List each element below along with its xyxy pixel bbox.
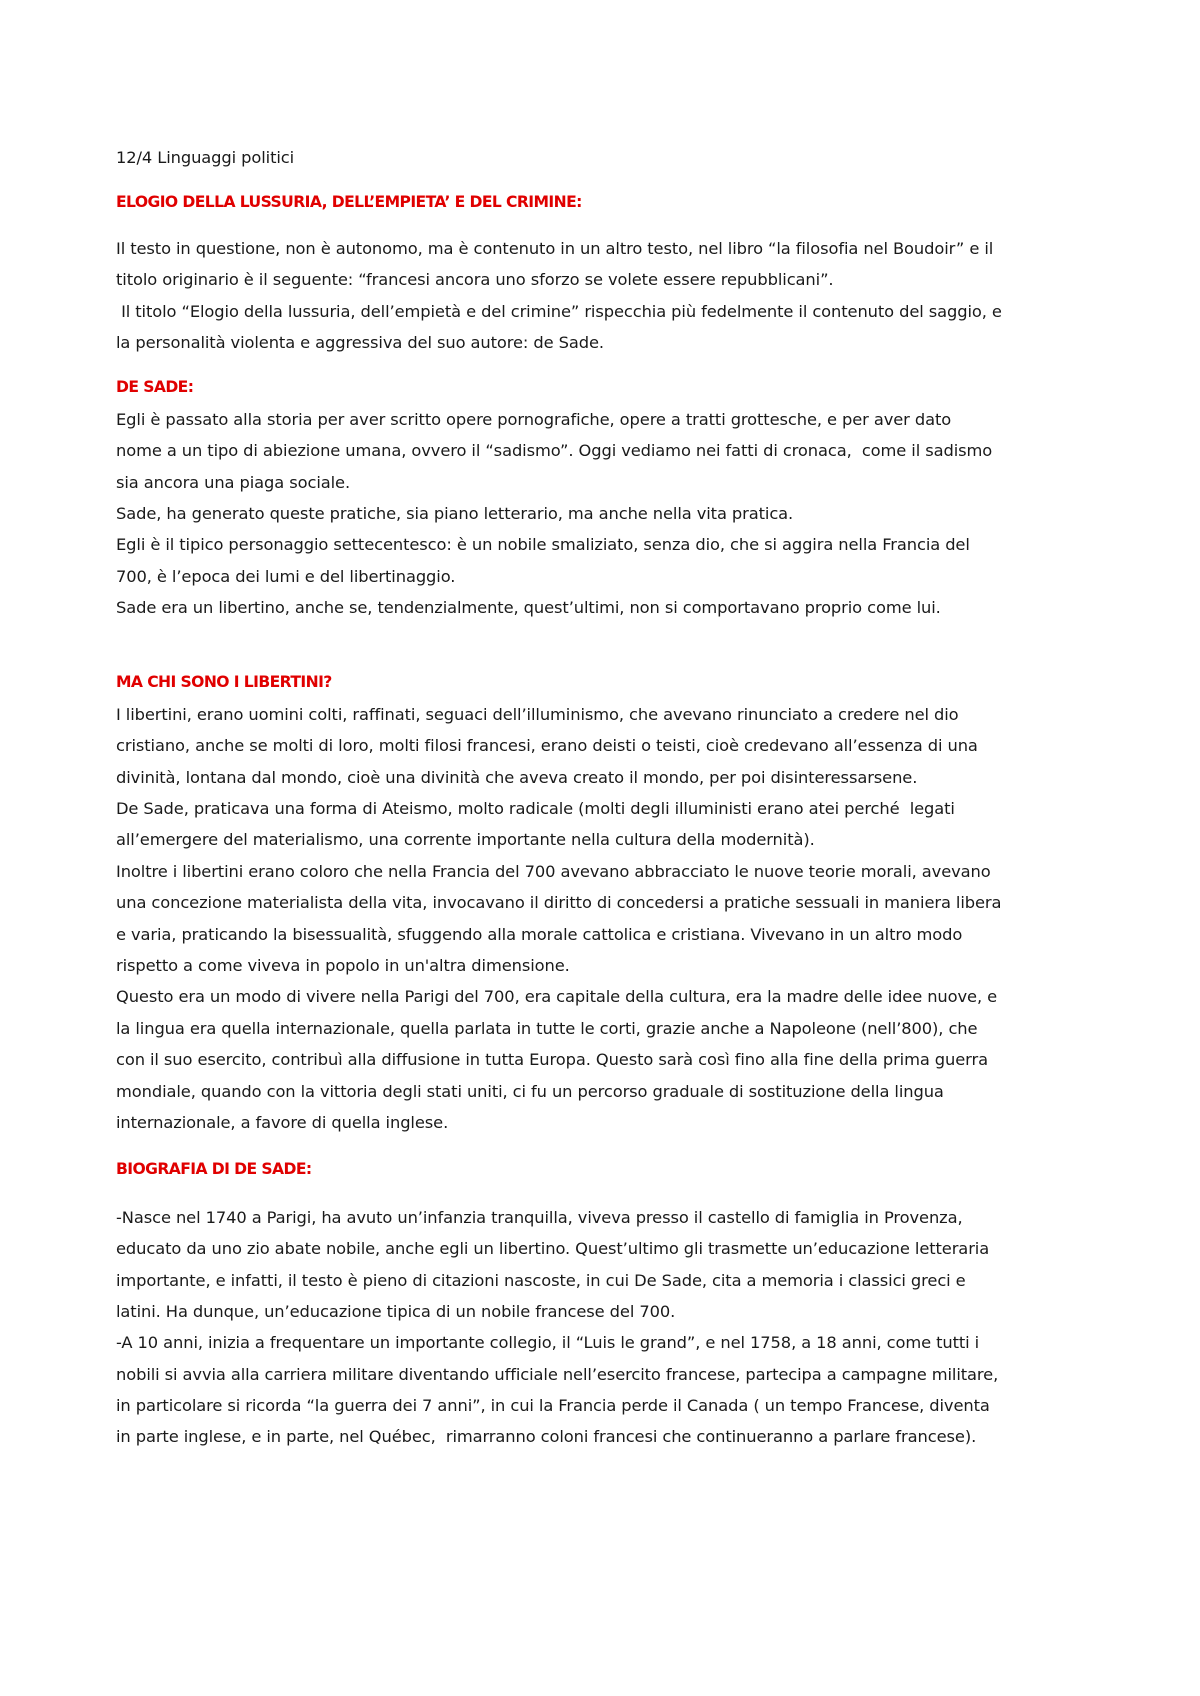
section-heading: BIOGRAFIA DI DE SADE:: [116, 1160, 312, 1179]
section-body: [116, 1202, 1096, 1453]
paragraph-line: la personalità violenta e aggressiva del suo autore: de Sade.: [116, 332, 604, 352]
paragraph-line: in particolare si ricorda “la guerra dei 7 anni”, in cui la Francia perde il Canada ( un tempo Francese, diventa: [116, 1396, 990, 1416]
paragraph-line: nome a un tipo di abiezione umana, ovvero il “sadismo”. Oggi vediamo nei fatti di cronaca, come il sadismo: [116, 441, 993, 461]
paragraph-line: Egli è passato alla storia per aver scritto opere pornografiche, opere a tratti grottesche, e per aver dato: [116, 409, 952, 429]
paragraph-line: Sade, ha generato queste pratiche, sia piano letterario, ma anche nella vita pratica.: [116, 503, 794, 523]
spacer: [116, 173, 1096, 187]
paragraph-line: cristiano, anche se molti di loro, molti filosi francesi, erano deisti o teisti, cioè credevano all’essenza di una: [116, 736, 978, 756]
paragraph-line: I libertini, erano uomini colti, raffinati, seguaci dell’illuminismo, che avevano rinunciato a credere nel dio: [116, 704, 959, 724]
document-page: [116, 142, 1096, 1453]
paragraph-line: Questo era un modo di vivere nella Parigi del 700, era capitale della cultura, era la madre delle idee nuove, e: [116, 987, 998, 1007]
paragraph-line: e varia, praticando la bisessualità, sfuggendo alla morale cattolica e cristiana. Vivevano in un altro modo: [116, 924, 963, 944]
paragraph-line: -Nasce nel 1740 a Parigi, ha avuto un’infanzia tranquilla, viveva presso il castello di famiglia in Provenza,: [116, 1207, 963, 1227]
spacer: [116, 1138, 1096, 1154]
paragraph-line: sia ancora una piaga sociale.: [116, 472, 351, 492]
paragraph-line: la lingua era quella internazionale, quella parlata in tutte le corti, grazie anche a Napoleone (nell’800), che: [116, 1018, 978, 1038]
paragraph-line: educato da uno zio abate nobile, anche egli un libertino. Quest’ultimo gli trasmette un’educazione letteraria: [116, 1239, 990, 1259]
paragraph-line: Sade era un libertino, anche se, tendenzialmente, quest’ultimi, non si comportavano proprio come lui.: [116, 598, 941, 618]
paragraph-line: Inoltre i libertini erano coloro che nella Francia del 700 avevano abbracciato le nuove teorie morali, avevano: [116, 861, 991, 881]
paragraph-line: una concezione materialista della vita, invocavano il diritto di concedersi a pratiche sessuali in maniera libera: [116, 893, 1002, 913]
section-heading: MA CHI SONO I LIBERTINI?: [116, 673, 332, 692]
paragraph-line: rispetto a come viveva in popolo in un'altra dimensione.: [116, 955, 570, 975]
paragraph-line: 700, è l’epoca dei lumi e del libertinaggio.: [116, 566, 456, 586]
spacer: [116, 623, 1096, 667]
paragraph-line: Egli è il tipico personaggio settecentesco: è un nobile smaliziato, senza dio, che si aggira nella Francia del: [116, 535, 970, 555]
section-body: [116, 699, 1096, 1138]
section-body: [116, 233, 1096, 359]
paragraph-line: divinità, lontana dal mondo, cioè una divinità che aveva creato il mondo, per poi disinteressarsene.: [116, 767, 918, 787]
paragraph-line: De Sade, praticava una forma di Ateismo, molto radicale (molti degli illuministi erano atei perché legati: [116, 799, 955, 819]
paragraph-line: in parte inglese, e in parte, nel Québec, rimarranno coloni francesi che continueranno a parlare francese).: [116, 1427, 977, 1447]
paragraph-line: nobili si avvia alla carriera militare diventando ufficiale nell’esercito francese, partecipa a campagne militare,: [116, 1364, 999, 1384]
document-title: 12/4 Linguaggi politici: [116, 148, 295, 167]
paragraph-line: importante, e infatti, il testo è pieno di citazioni nascoste, in cui De Sade, cita a memoria i classici greci e: [116, 1270, 966, 1290]
spacer: [116, 219, 1096, 233]
section-heading: ELOGIO DELLA LUSSURIA, DELL’EMPIETA’ E DEL CRIMINE:: [116, 193, 582, 212]
spacer: [116, 358, 1096, 372]
spacer: [116, 1186, 1096, 1202]
paragraph-line: all’emergere del materialismo, una corrente importante nella cultura della modernità).: [116, 830, 815, 850]
section-body: [116, 404, 1096, 624]
paragraph-line: mondiale, quando con la vittoria degli stati uniti, ci fu un percorso graduale di sostituzione della lingua: [116, 1081, 944, 1101]
paragraph-line: latini. Ha dunque, un’educazione tipica di un nobile francese del 700.: [116, 1301, 676, 1321]
paragraph-line: con il suo esercito, contribuì alla diffusione in tutta Europa. Questo sarà così fino alla fine della prima guerra: [116, 1050, 988, 1070]
paragraph-line: Il testo in questione, non è autonomo, ma è contenuto in un altro testo, nel libro “la filosofia nel Boudoir” e il: [116, 238, 994, 258]
paragraph-line: titolo originario è il seguente: “francesi ancora uno sforzo se volete essere repubblicani”.: [116, 270, 834, 290]
section-heading: DE SADE:: [116, 378, 194, 397]
paragraph-line: -A 10 anni, inizia a frequentare un importante collegio, il “Luis le grand”, e nel 1758, a 18 anni, come tutti i: [116, 1333, 980, 1353]
paragraph-line: Il titolo “Elogio della lussuria, dell’empietà e del crimine” rispecchia più fedelmente il contenuto del saggio, e: [116, 301, 1002, 321]
paragraph-line: internazionale, a favore di quella inglese.: [116, 1112, 449, 1132]
